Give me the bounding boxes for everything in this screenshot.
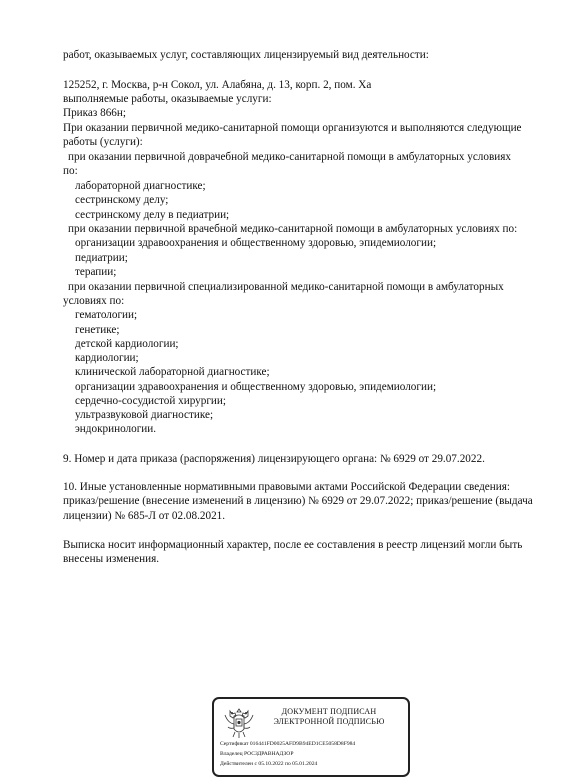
text-line: при оказании первичной врачебной медико-санитарной помощи в амбулаторных условиях по: bbox=[68, 223, 518, 235]
text-line: Приказ 866н; bbox=[63, 107, 126, 119]
list-item: организации здравоохранения и общественному здоровью, эпидемиологии; bbox=[75, 381, 437, 393]
text-line: лицензии) № 685-Л от 02.08.2021. bbox=[63, 510, 226, 522]
list-item: ультразвуковой диагностике; bbox=[75, 409, 214, 421]
list-item: сестринскому делу; bbox=[75, 194, 169, 206]
text-line: по: bbox=[63, 165, 78, 177]
text-line: работы (услуги): bbox=[63, 136, 143, 148]
stamp-owner: Владелец РОСЗДРАВНАДЗОР bbox=[220, 751, 294, 757]
text-line: работ, оказываемых услуг, составляющих лицензируемый вид деятельности: bbox=[63, 49, 429, 61]
list-item: терапии; bbox=[75, 266, 117, 278]
text-line: внесены изменения. bbox=[63, 553, 160, 565]
text-line: при оказании первичной специализированной медико-санитарной помощи в амбулаторных bbox=[68, 281, 504, 293]
address-line: 125252, г. Москва, р-н Сокол, ул. Алабяна, д. 13, корп. 2, пом. Ха bbox=[63, 79, 372, 91]
order-number-line: 9. Номер и дата приказа (распоряжения) лицензирующего органа: № 6929 от 29.07.2022. bbox=[63, 453, 485, 465]
list-item: сестринскому делу в педиатрии; bbox=[75, 209, 230, 221]
russian-coat-of-arms-icon bbox=[222, 705, 256, 741]
text-line: приказ/решение (внесение изменений в лицензию) № 6929 от 29.07.2022; приказ/решение (выдача bbox=[63, 495, 533, 507]
list-item: эндокринологии. bbox=[75, 423, 157, 435]
list-item: гематологии; bbox=[75, 309, 138, 321]
text-line: выполняемые работы, оказываемые услуги: bbox=[63, 93, 272, 105]
stamp-title: ЭЛЕКТРОННОЙ ПОДПИСЬЮ bbox=[273, 717, 385, 726]
list-item: детской кардиологии; bbox=[75, 338, 179, 350]
list-item: клинической лабораторной диагностике; bbox=[75, 366, 270, 378]
text-line: При оказании первичной медико-санитарной помощи организуются и выполняются следующие bbox=[63, 122, 522, 134]
stamp-certificate: Сертификат 016441FD0025AFD9B94ED1CE5058D8F984 bbox=[220, 741, 356, 747]
text-line: 10. Иные установленные нормативными правовыми актами Российской Федерации сведения: bbox=[63, 481, 510, 493]
stamp-validity: Действителен с 05.10.2022 по 05.01.2024 bbox=[220, 761, 318, 767]
stamp-title: ДОКУМЕНТ ПОДПИСАН bbox=[281, 707, 377, 716]
list-item: сердечно-сосудистой хирургии; bbox=[75, 395, 227, 407]
electronic-signature-stamp bbox=[212, 697, 410, 777]
list-item: генетике; bbox=[75, 324, 120, 336]
text-line: Выписка носит информационный характер, после ее составления в реестр лицензий могли быть bbox=[63, 539, 523, 551]
list-item: педиатрии; bbox=[75, 252, 128, 264]
list-item: кардиологии; bbox=[75, 352, 139, 364]
list-item: организации здравоохранения и общественному здоровью, эпидемиологии; bbox=[75, 237, 437, 249]
list-item: лабораторной диагностике; bbox=[75, 180, 206, 192]
text-line: при оказании первичной доврачебной медико-санитарной помощи в амбулаторных условиях bbox=[68, 151, 511, 163]
text-line: условиях по: bbox=[63, 295, 125, 307]
